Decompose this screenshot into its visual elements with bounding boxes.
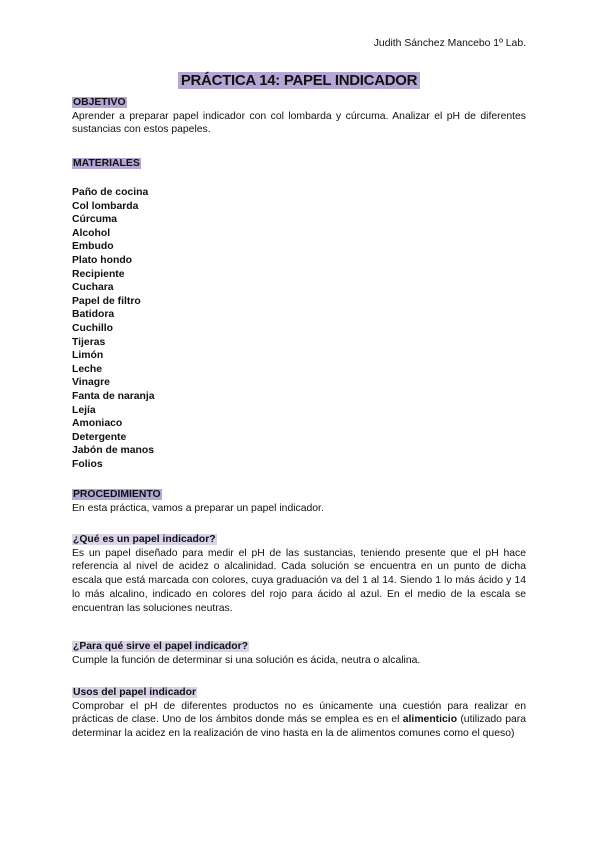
document-title-wrapper bbox=[72, 72, 526, 89]
material-item: Cuchara bbox=[72, 282, 114, 294]
que-es-text: Es un papel diseñado para medir el pH de las sustancias, teniendo presente que el pH hace referencia al nivel de acidez o alcalinidad. Cada solución se encuentra en un punto de dicha escala que está marcada con colores, cuya graduación va del 1 al 14. Siendo 1 lo más ácido y 14 lo más alcalino, indicado en colores del rojo para ácido al azul. En el medio de la escala se encuentran las soluciones neutras. bbox=[72, 547, 526, 614]
material-item: Alcohol bbox=[72, 227, 111, 239]
procedimiento-heading: PROCEDIMIENTO bbox=[73, 489, 161, 500]
que-es-heading: ¿Qué es un papel indicador? bbox=[73, 534, 216, 545]
para-que-heading: ¿Para qué sirve el papel indicador? bbox=[73, 641, 248, 652]
material-item: Folios bbox=[72, 458, 103, 470]
para-que-text: Cumple la función de determinar si una solución es ácida, neutra o alcalina. bbox=[72, 654, 421, 666]
materiales-list-wrapper bbox=[72, 186, 526, 471]
usos-bold-word: alimenticio bbox=[402, 714, 458, 726]
objetivo-text: Aprender a preparar papel indicador con col lombarda y cúrcuma. Analizar el pH de diferentes sustancias con estos papeles. bbox=[72, 110, 526, 136]
materiales-list bbox=[72, 186, 526, 471]
material-item: Limón bbox=[72, 350, 104, 362]
document-title: PRÁCTICA 14: PAPEL INDICADOR bbox=[178, 72, 420, 89]
usos-text-before: Comprobar el pH de diferentes productos no es únicamente una cuestión para realizar en prácticas de clase. Uno de los ámbitos donde más se emplea es en el bbox=[72, 700, 526, 726]
material-item: Col lombarda bbox=[72, 200, 139, 212]
material-item: Amoniaco bbox=[72, 418, 123, 430]
material-item: Plato hondo bbox=[72, 254, 133, 266]
material-item: Recipiente bbox=[72, 268, 125, 280]
material-item: Batidora bbox=[72, 309, 115, 321]
material-item: Embudo bbox=[72, 241, 114, 253]
usos-text bbox=[72, 700, 526, 741]
material-item: Cuchillo bbox=[72, 322, 113, 334]
material-item: Tijeras bbox=[72, 336, 106, 348]
material-item: Jabón de manos bbox=[72, 445, 154, 457]
procedimiento-text: En esta práctica, vamos a preparar un papel indicador. bbox=[72, 502, 324, 514]
usos-section bbox=[72, 686, 526, 741]
material-item: Papel de filtro bbox=[72, 295, 141, 307]
para-que-section bbox=[72, 640, 526, 667]
material-item: Detergente bbox=[72, 431, 127, 443]
author-header: Judith Sánchez Mancebo 1º Lab. bbox=[373, 38, 526, 49]
usos-text-after: (utilizado para determinar la acidez en la realización de vino hasta en la de alimentos comunes como el queso) bbox=[72, 714, 526, 740]
material-item: Paño de cocina bbox=[72, 187, 149, 198]
document-page bbox=[72, 0, 526, 848]
materiales-section bbox=[72, 157, 526, 171]
objetivo-section bbox=[72, 96, 526, 137]
material-item: Vinagre bbox=[72, 377, 110, 389]
material-item: Lejía bbox=[72, 404, 96, 416]
material-item: Leche bbox=[72, 363, 103, 375]
que-es-section bbox=[72, 533, 526, 615]
materiales-heading: MATERIALES bbox=[73, 158, 140, 169]
objetivo-heading: OBJETIVO bbox=[73, 97, 126, 108]
usos-heading: Usos del papel indicador bbox=[73, 687, 196, 698]
procedimiento-section bbox=[72, 488, 526, 515]
material-item: Cúrcuma bbox=[72, 214, 118, 226]
material-item: Fanta de naranja bbox=[72, 390, 155, 402]
